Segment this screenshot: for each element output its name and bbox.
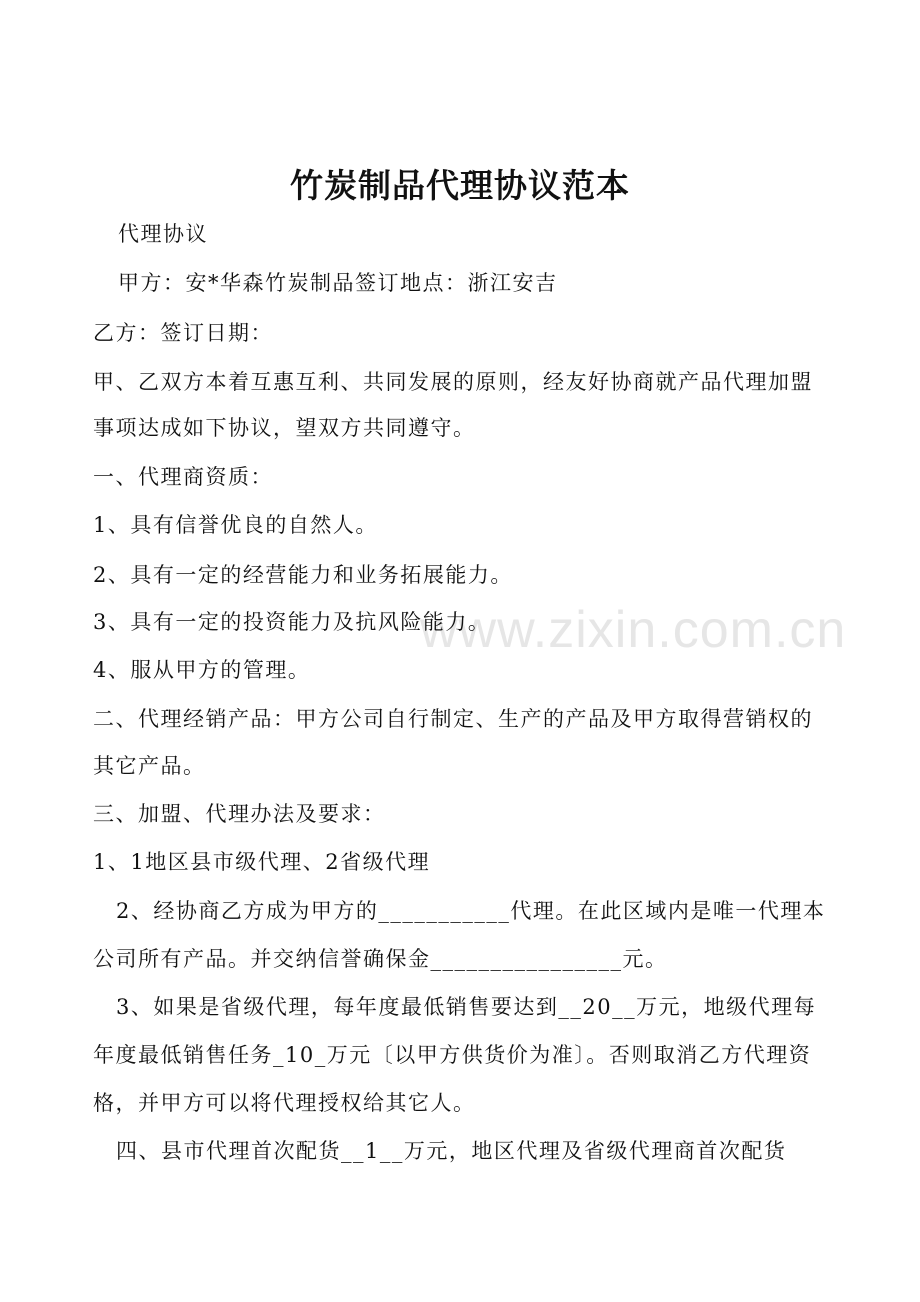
section-3-item-2-line-2: 公司所有产品。并交纳信誉确保金________________元。 bbox=[93, 947, 668, 971]
section-3-item-3-line-2: 年度最低销售任务_10_万元〔以甲方供货价为准〕。否则取消乙方代理资 bbox=[93, 1043, 812, 1067]
section-1-item-4: 4、服从甲方的管理。 bbox=[93, 658, 311, 682]
subtitle-line: 代理协议 bbox=[118, 222, 208, 246]
section-3-item-1: 1、1地区县市级代理、2省级代理 bbox=[93, 850, 431, 874]
party-b-line: 乙方：签订日期： bbox=[93, 321, 273, 345]
section-1-heading: 一、代理商资质： bbox=[93, 465, 273, 489]
section-3-item-3-line-3: 格，并甲方可以将代理授权给其它人。 bbox=[93, 1091, 476, 1115]
party-a-line: 甲方：安*华森竹炭制品签订地点：浙江安吉 bbox=[118, 271, 558, 295]
watermark: www.zixin.com.cn bbox=[420, 601, 847, 659]
section-2-line-2: 其它产品。 bbox=[93, 754, 206, 778]
section-2-line-1: 二、代理经销产品：甲方公司自行制定、生产的产品及甲方取得营销权的 bbox=[93, 707, 813, 731]
section-1-item-1: 1、具有信誉优良的自然人。 bbox=[93, 513, 378, 537]
document-title: 竹炭制品代理协议范本 bbox=[290, 166, 630, 205]
section-4-line-1: 四、县市代理首次配货__1__万元，地区代理及省级代理商首次配货 bbox=[116, 1139, 787, 1163]
section-1-item-3: 3、具有一定的投资能力及抗风险能力。 bbox=[93, 610, 491, 634]
preamble-line-1: 甲、乙双方本着互惠互利、共同发展的原则，经友好协商就产品代理加盟 bbox=[93, 370, 813, 394]
section-3-heading: 三、加盟、代理办法及要求： bbox=[93, 802, 386, 826]
section-3-item-3-line-1: 3、如果是省级代理，每年度最低销售要达到__20__万元，地级代理每 bbox=[116, 995, 817, 1019]
section-3-item-2-line-1: 2、经协商乙方成为甲方的___________代理。在此区域内是唯一代理本 bbox=[116, 899, 826, 923]
preamble-line-2: 事项达成如下协议，望双方共同遵守。 bbox=[93, 416, 476, 440]
section-1-item-2: 2、具有一定的经营能力和业务拓展能力。 bbox=[93, 563, 513, 587]
